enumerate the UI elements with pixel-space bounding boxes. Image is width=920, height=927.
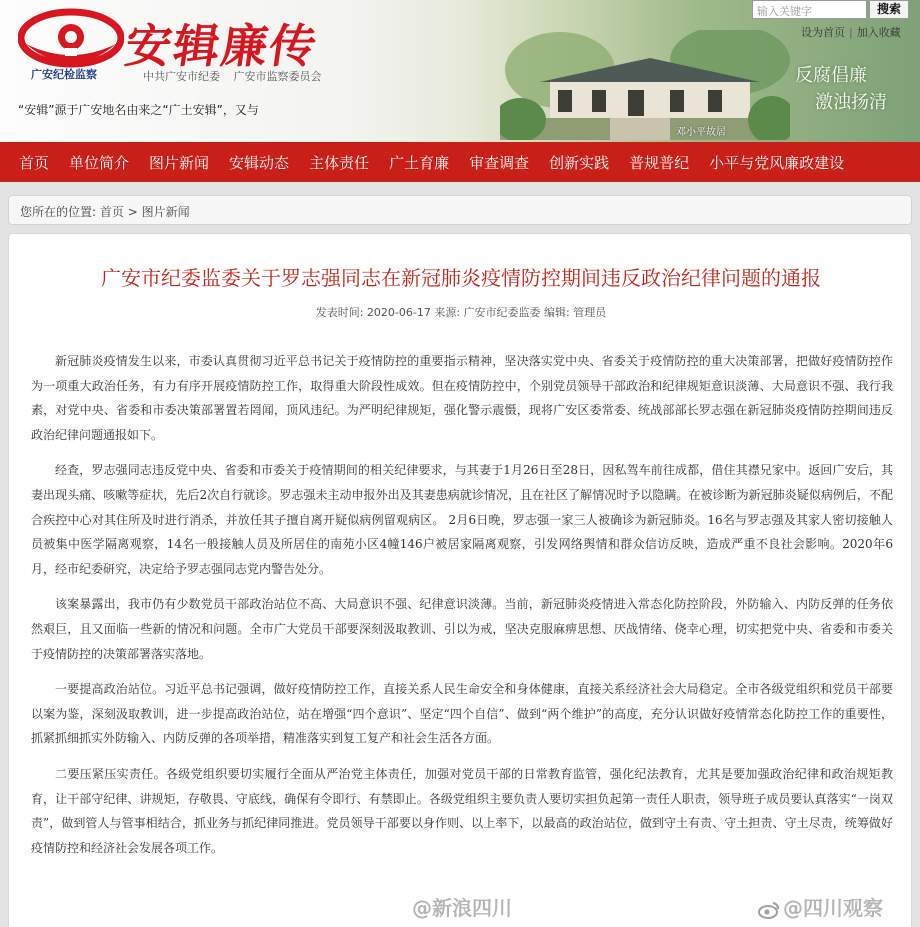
nav-item-home[interactable]: 首页: [19, 153, 50, 172]
article-paragraph: 一要提高政治站位。习近平总书记强调，做好疫情防控工作，直接关系人民生命安全和身体健康，直接关系经济社会大局稳定。全市各级党组织和党员干部要以案为鉴，深刻汲取教训，进一步提高政治站位，站在增强“四个意识”、坚定“四个自信”、做到“两个维护”的高度，充分认识做好疫情常态化防控工作的重要性，抓紧抓细抓实外防输入、内防反弹的各项举措，精准落实到复工复产和社会生活各方面。: [31, 682, 893, 746]
breadcrumb-bar: [8, 195, 912, 225]
article-body: [31, 349, 893, 871]
nav-item-about[interactable]: 单位简介: [69, 153, 130, 172]
logo-org-name: 广安纪检监察: [31, 68, 97, 81]
nav-item-main-responsibility[interactable]: 主体责任: [309, 153, 370, 172]
watermark-sina-sichuan: [412, 892, 512, 921]
article-panel: [8, 233, 912, 927]
article-title: 广安市纪委监委关于罗志强同志在新冠肺炎疫情防控期间违反政治纪律问题的通报: [101, 266, 821, 290]
sub-org-discipline: 中共广安市纪委: [143, 70, 220, 83]
article-paragraph: 新冠肺炎疫情发生以来，市委认真贯彻习近平总书记关于疫情防控的重要指示精神，坚决落实党中央、省委关于疫情防控的重大决策部署，把做好疫情防控作为一项重大政治任务，有力有序开展疫情防控工作，取得重大阶段性成效。但在疫情防控中，个别党员领导干部政治和纪律规矩意识淡薄、大局意识不强、我行我素，对党中央、省委和市委决策部署置若罔闻，顶风违纪。为严明纪律规矩，强化警示震慑，现将广安区委常委、统战部部长罗志强在新冠肺炎疫情防控期间违反政治纪律问题通报如下。: [31, 354, 893, 442]
breadcrumb-home-link[interactable]: 首页: [99, 205, 124, 219]
add-favorite-link[interactable]: 加入收藏: [856, 26, 901, 39]
article-paragraph: 二要压紧压实责任。各级党组织要切实履行全面从严治党主体责任，加强对党员干部的日常教育监管，强化纪法教育，尤其是要加强政治纪律和政治规矩教育，让干部守纪律、讲规矩，存敬畏、守底线，确保有令即行、有禁即止。各级党组织主要负责人要切实担负起第一责任人职责，领导班子成员要认真落实“一岗双责”，做到管人与管事相结合，抓业务与抓纪律同推进。党员领导干部要以身作则、以上率下，以最高的政治站位，做到守土有责、守土担责、守土尽责，统筹做好疫情防控和经济社会发展各项工作。: [31, 766, 893, 855]
breadcrumb-current[interactable]: 图片新闻: [141, 205, 190, 219]
article-paragraph: 经查，罗志强同志违反党中央、省委和市委关于疫情期间的相关纪律要求，与其妻于1月26日至28日，因私驾车前往成都，借住其襟兄家中。返回广安后，其妻出现头痛、咳嗽等症状，先后2次自行就诊。罗志强未主动申报外出及其妻患病就诊情况，且在社区了解情况时予以隐瞒。在被诊断为新冠肺炎疑似病例后，不配合疾控中心对其住所及时进行消杀，并放任其子擅自离开疑似病例留观病区。 2月6日晚，罗志强一家三人被确诊为新冠肺炎。16名与罗志强及其家人密切接触人员被集中医学隔离观察，14名一般接触人员及所居住的南苑小区4幢146户被居家隔离观察，引发网络舆情和群众信访反映，造成严重不良社会影响。2020年6月，经市纪委研究，决定给予罗志强同志党内警告处分。: [31, 463, 893, 576]
nav-item-photo-news[interactable]: 图片新闻: [149, 153, 210, 172]
nav-item-xiaoping[interactable]: 小平与党风廉政建设: [709, 153, 845, 172]
site-title[interactable]: 安辑廉传: [121, 19, 322, 73]
set-home-link[interactable]: 设为首页: [801, 26, 845, 39]
search-input[interactable]: 输入关键字: [752, 0, 867, 19]
search-button[interactable]: 搜索: [869, 0, 909, 19]
tagline: “安辑”源于广安地名由来之“广土安辑”，又与: [18, 103, 259, 117]
breadcrumb-separator: >: [127, 205, 138, 219]
nav-item-integrity-culture[interactable]: 广土育廉: [389, 153, 450, 172]
main-nav: [0, 142, 920, 182]
nav-item-innovation[interactable]: 创新实践: [549, 153, 610, 172]
link-separator: |: [849, 26, 853, 39]
article-meta: 发表时间: 2020-06-17 来源: 广安市纪委监委 编辑: 管理员: [315, 306, 607, 319]
slogan: [795, 62, 887, 116]
top-links: [801, 24, 901, 40]
former-residence-photo: [500, 30, 790, 140]
watermark-right-text: @四川观察: [783, 896, 883, 920]
watermark-sichuan-observe: [758, 892, 883, 921]
slogan-line-2: 激浊扬清: [815, 92, 887, 113]
site-header: [0, 0, 920, 142]
slogan-line-1: 反腐倡廉: [795, 65, 867, 86]
photo-caption: 邓小平故居: [676, 127, 726, 138]
breadcrumb: [20, 203, 190, 220]
watermark-left-text: @新浪四川: [412, 896, 512, 920]
article-paragraph: 该案暴露出，我市仍有少数党员干部政治站位不高、大局意识不强、纪律意识淡薄。当前，新冠肺炎疫情进入常态化防控阶段，外防输入、内防反弹的任务依然艰巨，且又面临一些新的情况和问题。全市广大党员干部要深刻汲取教训、引以为戒，坚决克服麻痹思想、厌战情绪、侥幸心理，切实把党中央、省委和市委关于疫情防控的决策部署落实落地。: [31, 597, 893, 661]
nav-item-investigation[interactable]: 审查调查: [469, 153, 530, 172]
sub-org-supervision: 广安市监察委员会: [233, 70, 322, 83]
nav-item-anji-news[interactable]: 安辑动态: [229, 153, 290, 172]
nav-item-rules-education[interactable]: 普规普纪: [629, 153, 690, 172]
sub-org-names: [143, 68, 332, 84]
breadcrumb-prefix: 您所在的位置:: [20, 205, 97, 219]
weibo-icon: [758, 901, 780, 919]
logo-eye-icon: [18, 8, 124, 74]
